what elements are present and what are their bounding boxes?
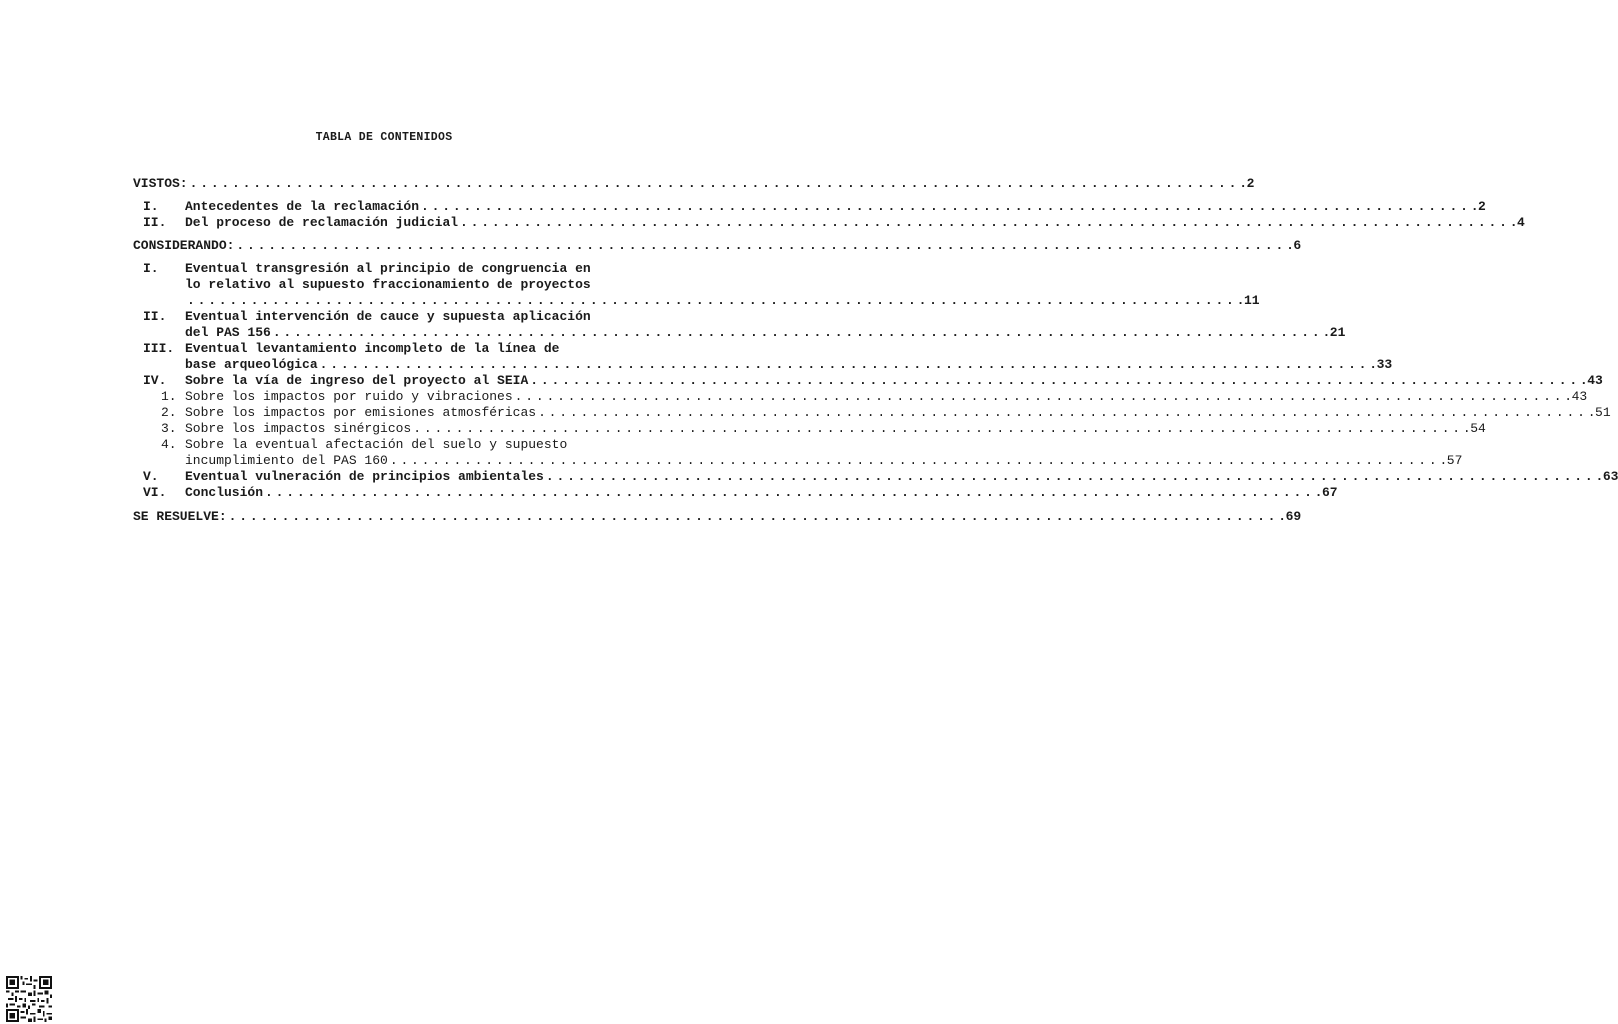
toc-entry[interactable] xyxy=(133,199,1486,215)
toc-entry-title: base arqueológica xyxy=(185,357,318,372)
toc-entry[interactable] xyxy=(133,509,1302,525)
dot-leader xyxy=(388,453,1447,469)
toc-page-number: 63 xyxy=(1602,469,1618,484)
toc-page-number: 67 xyxy=(1321,485,1338,500)
toc-entry-number: 1. xyxy=(161,389,177,404)
toc-entry-title: Eventual levantamiento incompleto de la línea de xyxy=(185,341,560,356)
dot-leader xyxy=(263,485,1322,501)
dot-leader xyxy=(271,325,1330,341)
toc-page-number: 4 xyxy=(1517,215,1525,230)
toc-entry[interactable] xyxy=(133,373,1603,389)
dot-leader xyxy=(513,389,1572,405)
toc-entry-title: CONSIDERANDO: xyxy=(133,238,235,253)
toc-entry-title: Antecedentes de la reclamación xyxy=(185,199,420,214)
toc-entry[interactable] xyxy=(133,389,1588,405)
toc-entry[interactable] xyxy=(133,405,1611,421)
toc-page-number: 33 xyxy=(1376,357,1393,372)
toc-entry-title: incumplimiento del PAS 160 xyxy=(185,453,388,468)
toc-entry-title: SE RESUELVE: xyxy=(133,509,227,524)
toc-entry-title: Eventual vulneración de principios ambientales xyxy=(185,469,544,484)
toc-entry[interactable] xyxy=(133,215,1525,231)
dot-leader xyxy=(188,176,1247,192)
toc-page-number: 2 xyxy=(1478,199,1486,214)
dot-leader xyxy=(411,421,1470,437)
toc-entry-title: del PAS 156 xyxy=(185,325,271,340)
toc-entry[interactable] xyxy=(133,485,1338,501)
toc-page-number: 6 xyxy=(1293,238,1302,253)
toc-entry[interactable] xyxy=(133,469,1618,485)
dot-leader xyxy=(528,373,1587,389)
dot-leader xyxy=(185,293,1244,309)
toc-entry-number: I. xyxy=(143,199,159,214)
toc-entry[interactable] xyxy=(133,437,1463,469)
toc-page-number: 51 xyxy=(1595,405,1611,420)
toc-page-number: 69 xyxy=(1285,509,1302,524)
toc-entry-title: lo relativo al supuesto fraccionamiento de proyectos xyxy=(185,277,591,292)
toc-entry-number: 3. xyxy=(161,421,177,436)
toc-entry-title: VISTOS: xyxy=(133,176,188,191)
toc-entry-title: Sobre los impactos sinérgicos xyxy=(185,421,412,436)
toc-entry-number: V. xyxy=(143,469,159,484)
toc-entry-title: Conclusión xyxy=(185,485,264,500)
toc-page-number: 2 xyxy=(1246,176,1255,191)
toc-entry-number: I. xyxy=(143,261,159,276)
toc-entry-number: 4. xyxy=(161,437,177,452)
toc-page-number: 54 xyxy=(1470,421,1486,436)
toc-entry-title: Sobre la eventual afectación del suelo y supuesto xyxy=(185,437,568,452)
toc-entry[interactable] xyxy=(133,421,1486,437)
toc-page-number: 43 xyxy=(1587,373,1603,388)
toc-entry-number: IV. xyxy=(143,373,167,388)
dot-leader xyxy=(458,215,1517,231)
toc-entry-number: 2. xyxy=(161,405,177,420)
toc-entry-title: Sobre los impactos por ruido y vibraciones xyxy=(185,389,513,404)
toc-entry[interactable] xyxy=(133,341,1393,373)
toc-entry-title: Del proceso de reclamación judicial xyxy=(185,215,459,230)
toc-page-number: 43 xyxy=(1571,389,1588,404)
toc-page-number: 57 xyxy=(1446,453,1463,468)
toc-entry[interactable] xyxy=(133,261,1260,309)
dot-leader xyxy=(234,238,1293,254)
toc-entry[interactable] xyxy=(133,309,1346,341)
toc-entry[interactable] xyxy=(133,176,1255,192)
dot-leader xyxy=(318,357,1377,373)
toc-entry[interactable] xyxy=(133,238,1302,254)
toc-entry-title: Eventual transgresión al principio de congruencia en xyxy=(185,261,591,276)
toc-entry-title: Eventual intervención de cauce y supuesta aplicación xyxy=(185,309,591,324)
toc-entry-number: II. xyxy=(143,309,167,324)
toc-entry-title: Sobre los impactos por emisiones atmosféricas xyxy=(185,405,537,420)
dot-leader xyxy=(419,199,1478,215)
toc-entry-number: VI. xyxy=(143,485,167,500)
dot-leader xyxy=(536,405,1595,421)
toc-title: TABLA DE CONTENIDOS xyxy=(315,131,453,144)
dot-leader xyxy=(544,469,1603,485)
dot-leader xyxy=(227,509,1286,525)
toc-page-number: 11 xyxy=(1243,293,1260,308)
toc-entry-number: III. xyxy=(143,341,175,356)
qr-code-icon xyxy=(6,976,52,1022)
toc-entry-number: II. xyxy=(143,215,167,230)
toc-page-number: 21 xyxy=(1329,325,1346,340)
toc-entry-title: Sobre la vía de ingreso del proyecto al SEIA xyxy=(185,373,529,388)
